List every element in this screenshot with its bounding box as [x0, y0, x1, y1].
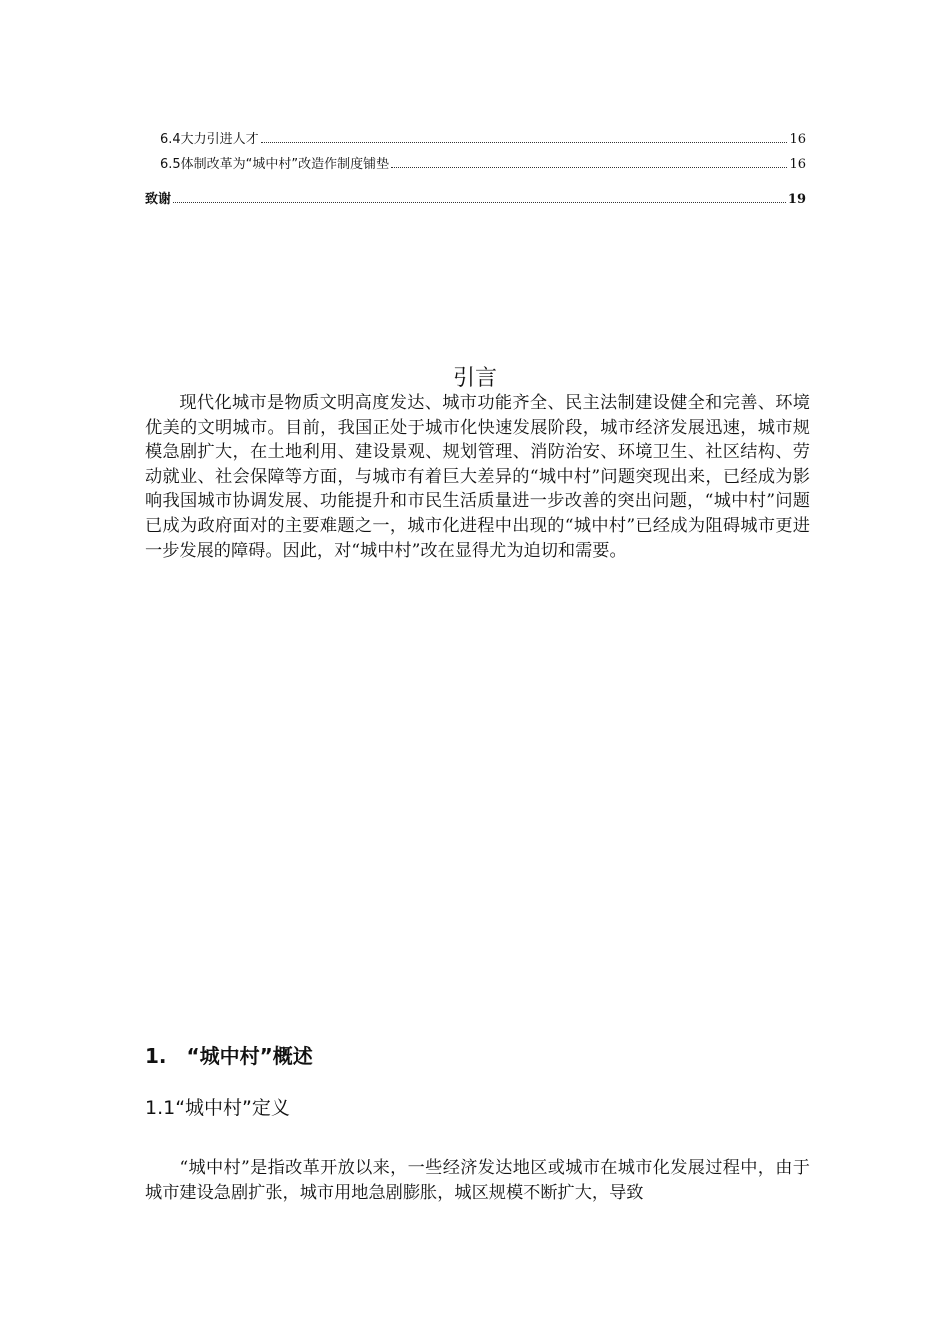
- toc-entry[interactable]: [160, 128, 806, 147]
- toc-entry-title: 6.4大力引进人才: [160, 132, 259, 147]
- toc-leader-dots: [261, 141, 788, 143]
- section-heading: 1. “城中村”概述: [145, 1044, 313, 1068]
- body-paragraph: “城中村”是指改革开放以来，一些经济发达地区或城市在城市化发展过程中，由于城市建设急剧扩张，城市用地急剧膨胀，城区规模不断扩大，导致: [145, 1158, 810, 1203]
- toc-entry[interactable]: [160, 153, 806, 172]
- toc-leader-dots: [173, 201, 786, 203]
- toc-entry-title: 6.5体制改革为“城中村”改造作制度铺垫: [160, 157, 390, 172]
- toc-entry-page: 16: [789, 157, 806, 172]
- subsection-heading: 1.1“城中村”定义: [145, 1097, 290, 1119]
- toc-entry[interactable]: [145, 188, 806, 207]
- toc-entry-page: 19: [787, 192, 806, 207]
- intro-paragraph: 现代化城市是物质文明高度发达、城市功能齐全、民主法制建设健全和完善、环境优美的文明城市。目前，我国正处于城市化快速发展阶段，城市经济发展迅速，城市规模急剧扩大，在土地利用、建设景观、规划管理、消防治安、环境卫生、社区结构、劳动就业、社会保障等方面，与城市有着巨大差异的“城中村”问题突现出来，已经成为影响我国城市协调发展、功能提升和市民生活质量进一步改善的突出问题，“城中村”问题已成为政府面对的主要难题之一，城市化进程中出现的“城中村”已经成为阻碍城市更进一步发展的障碍。因此，对“城中村”改在显得尤为迫切和需要。: [145, 393, 810, 561]
- toc-entry-page: 16: [789, 132, 806, 147]
- toc-leader-dots: [391, 166, 787, 168]
- toc-entry-title: 致谢: [145, 192, 172, 207]
- intro-title: 引言: [452, 366, 497, 391]
